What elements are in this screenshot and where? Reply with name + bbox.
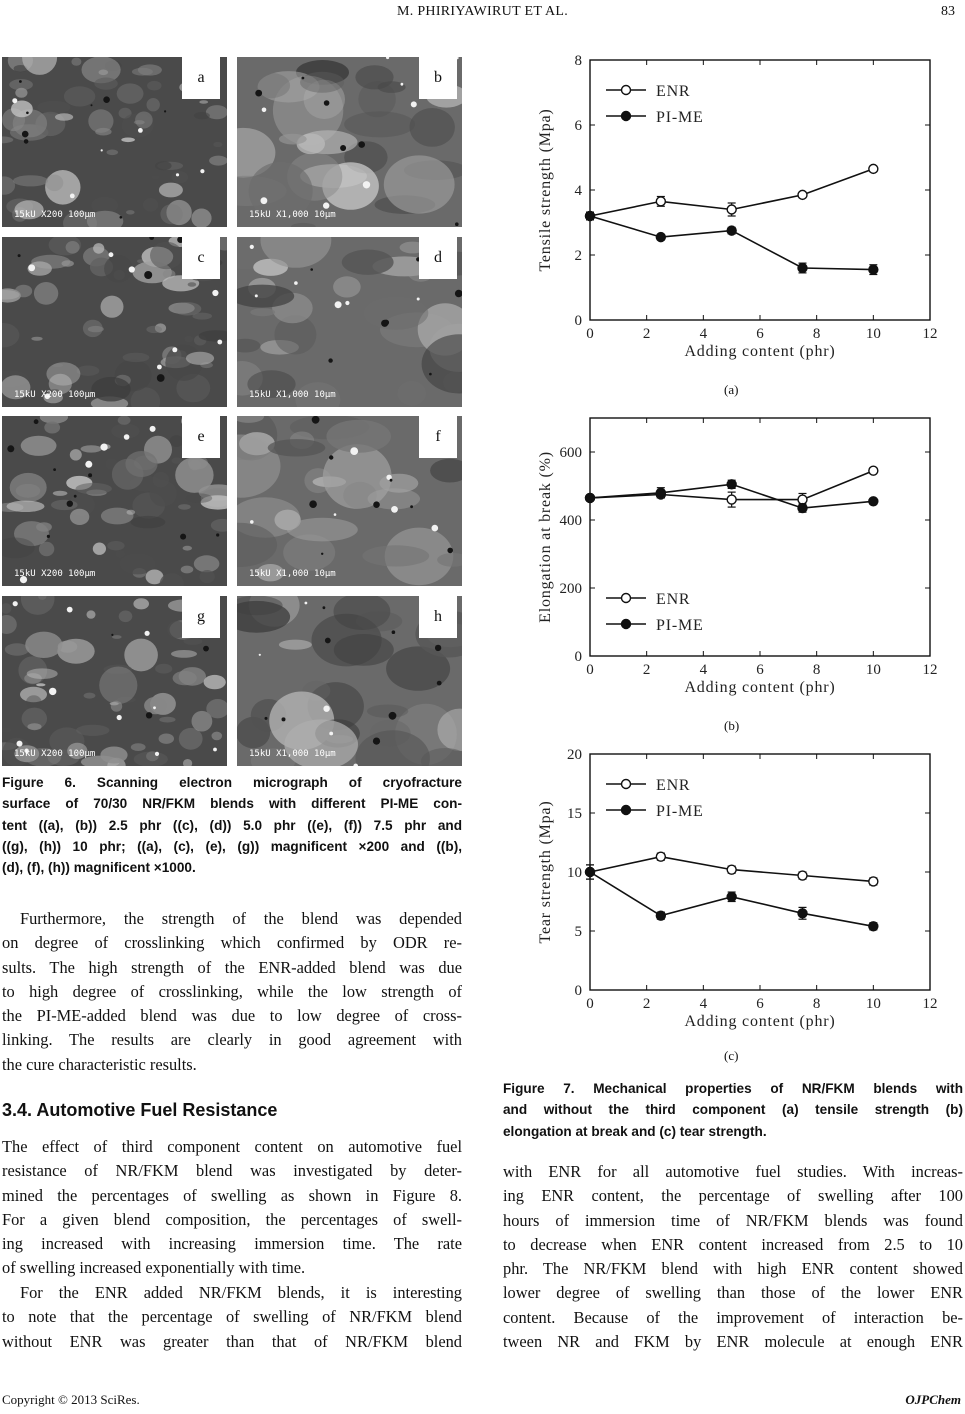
running-head: M. PHIRIYAWIRUT ET AL.: [396, 4, 569, 19]
data-point-pi-me: [727, 892, 736, 901]
elongation-at-break-chart: [530, 410, 940, 710]
caption-line: Figure 7. Mechanical properties of NR/FKM blends with: [503, 1081, 963, 1096]
x-axis-label: Adding content (phr): [684, 1013, 836, 1030]
x-tick-label: 8: [812, 996, 821, 1012]
text-line: on degree of crosslinking which confirmed by ODR re-: [2, 933, 462, 953]
figure-7-caption: [503, 1078, 963, 1142]
y-tick-label: 6: [574, 118, 582, 134]
data-point-pi-me: [727, 480, 736, 489]
panel-label-b: b: [419, 57, 457, 99]
y-axis-label: Elongation at break (%): [537, 451, 554, 623]
text-line: hours of immersion time of NR/FKM blends was found: [503, 1210, 963, 1230]
legend-entry: ENR: [656, 777, 691, 794]
x-tick-label: 0: [586, 326, 594, 342]
legend-entry: PI-ME: [656, 617, 704, 634]
text-line: Furthermore, the strength of the blend was depended: [20, 909, 462, 928]
x-tick-label: 0: [586, 996, 594, 1012]
legend-marker: [622, 86, 631, 95]
text-line: phr. The NR/FKM blend with high ENR content showed: [503, 1259, 963, 1279]
journal-name: OJPChem: [905, 1392, 961, 1407]
data-point-enr: [798, 495, 807, 504]
sem-scale-text: 15kU X1,000 10µm: [249, 749, 336, 759]
text-line: mined the percentages of swelling as shown in Figure 8.: [2, 1185, 462, 1205]
y-axis-label: Tear strength (Mpa): [537, 800, 554, 944]
figure-6-caption: [2, 772, 462, 878]
data-point-enr: [656, 197, 665, 206]
y-axis-label: Tensile strength (Mpa): [537, 108, 554, 272]
y-tick-label: 5: [574, 924, 582, 940]
legend-marker: [622, 806, 631, 815]
x-tick-label: 12: [922, 662, 938, 678]
data-point-enr: [656, 852, 665, 861]
caption-line: surface of 70/30 NR/FKM blends with different PI-ME con-: [2, 796, 462, 812]
tensile-strength-chart: [530, 52, 940, 372]
page-number: 83: [941, 4, 955, 19]
data-point-pi-me: [586, 493, 595, 502]
data-point-enr: [869, 466, 878, 475]
x-tick-label: 8: [812, 326, 821, 342]
data-point-pi-me: [869, 265, 878, 274]
panel-label-d: d: [419, 237, 457, 279]
x-tick-label: 2: [642, 326, 651, 342]
data-point-enr: [727, 205, 736, 214]
sem-scale-text: 15kU X200 100µm: [14, 749, 96, 759]
x-tick-label: 12: [922, 326, 938, 342]
data-point-enr: [798, 190, 807, 199]
x-tick-label: 2: [642, 662, 651, 678]
text-line: For the ENR added NR/FKM blends, it is interesting: [20, 1283, 462, 1302]
y-tick-label: 15: [567, 806, 582, 822]
data-point-pi-me: [798, 264, 807, 273]
legend-entry: PI-ME: [656, 109, 704, 126]
data-point-enr: [727, 865, 736, 874]
legend-marker: [622, 620, 631, 629]
legend-marker: [622, 594, 631, 603]
x-tick-label: 0: [586, 662, 594, 678]
x-tick-label: 6: [756, 996, 764, 1012]
sem-scale-text: 15kU X1,000 10µm: [249, 210, 336, 220]
text-line: For a given blend composition, the percentages of swell-: [2, 1209, 462, 1229]
data-point-pi-me: [727, 226, 736, 235]
copyright: Copyright © 2013 SciRes.: [2, 1392, 140, 1407]
panel-label-c: c: [182, 237, 220, 279]
sem-scale-text: 15kU X1,000 10µm: [249, 390, 336, 400]
x-tick-label: 2: [642, 996, 651, 1012]
x-tick-label: 8: [812, 662, 821, 678]
sem-scale-text: 15kU X200 100µm: [14, 390, 96, 400]
data-point-enr: [869, 877, 878, 886]
panel-label-f: f: [419, 416, 457, 458]
data-point-enr: [869, 164, 878, 173]
text-line: of swelling increased exponentially with time.: [2, 1258, 306, 1278]
data-point-pi-me: [869, 497, 878, 506]
body-paragraph: [2, 907, 462, 1077]
caption-line: (d), (f), (h)) magnificent ×1000.: [2, 860, 196, 876]
x-axis-label: Adding content (phr): [684, 679, 836, 696]
panel-label-h: h: [419, 596, 457, 638]
subfigure-label-b: (b): [724, 718, 740, 733]
data-point-enr: [798, 871, 807, 880]
section-heading: 3.4. Automotive Fuel Resistance: [2, 1100, 278, 1120]
panel-label-a: a: [182, 57, 220, 99]
series-line-pi-me: [590, 216, 873, 270]
caption-line: elongation at break and (c) tear strength.: [503, 1123, 767, 1139]
sem-scale-text: 15kU X1,000 10µm: [249, 569, 336, 579]
sem-scale-text: 15kU X200 100µm: [14, 569, 96, 579]
data-point-pi-me: [586, 212, 595, 221]
data-point-pi-me: [656, 911, 665, 920]
caption-line: Figure 6. Scanning electron micrograph of cryofracture: [2, 775, 462, 790]
y-tick-label: 400: [559, 513, 582, 529]
sem-scale-text: 15kU X200 100µm: [14, 210, 96, 220]
data-point-pi-me: [656, 233, 665, 242]
caption-line: and without the third component (a) tensile strength (b): [503, 1102, 963, 1118]
text-line: to note that the percentage of swelling of NR/FKM blend: [2, 1307, 462, 1327]
x-tick-label: 6: [756, 326, 764, 342]
y-tick-label: 0: [574, 649, 582, 665]
y-tick-label: 0: [574, 313, 582, 329]
text-line: The effect of third component content on automotive fuel: [2, 1137, 462, 1156]
legend-entry: PI-ME: [656, 803, 704, 820]
subfigure-label-c: (c): [724, 1048, 739, 1063]
x-tick-label: 6: [756, 662, 764, 678]
text-line: to high degree of crosslinking, while the low strength of: [2, 981, 462, 1001]
data-point-pi-me: [869, 922, 878, 931]
text-line: to decrease when ENR content increased from 2.5 to 10: [503, 1234, 963, 1254]
body-paragraph: [503, 1160, 963, 1354]
legend-entry: ENR: [656, 83, 691, 100]
legend-entry: ENR: [656, 591, 691, 608]
panel-label-g: g: [182, 596, 220, 638]
y-tick-label: 600: [559, 445, 582, 461]
caption-line: tent ((a), (b)) 2.5 phr ((c), (d)) 5.0 phr ((e), (f)) 7.5 phr and: [2, 817, 462, 833]
y-tick-label: 4: [574, 183, 582, 199]
data-point-pi-me: [586, 868, 595, 877]
text-line: the cure characteristic results.: [2, 1054, 197, 1074]
data-point-pi-me: [798, 504, 807, 513]
subfigure-label-a: (a): [724, 382, 739, 397]
x-axis-label: Adding content (phr): [684, 343, 836, 360]
y-tick-label: 200: [559, 581, 582, 597]
text-line: lower degree of swelling than those of the lower ENR: [503, 1283, 963, 1303]
x-tick-label: 4: [699, 996, 708, 1012]
text-line: sults. The high strength of the ENR-added blend was due: [2, 957, 462, 977]
y-tick-label: 2: [574, 248, 582, 264]
legend-marker: [622, 780, 631, 789]
y-tick-label: 20: [567, 747, 582, 763]
plot-frame: [590, 60, 930, 320]
body-paragraph: [2, 1135, 462, 1281]
y-tick-label: 10: [567, 865, 582, 881]
plot-frame: [590, 418, 930, 656]
caption-line: ((g), (h)) 10 phr; ((a), (c), (e), (g)) magnificent ×200 and ((b),: [2, 838, 462, 854]
text-line: with ENR for all automotive fuel studies. With increas-: [503, 1162, 963, 1181]
x-tick-label: 10: [865, 662, 881, 678]
legend-marker: [622, 112, 631, 121]
x-tick-label: 12: [922, 996, 938, 1012]
text-line: tween NR and FKM by ENR molecule at enough ENR: [503, 1332, 963, 1352]
text-line: ing ENR content, the percentage of swelling after 100: [503, 1186, 963, 1206]
text-line: resistance of NR/FKM blend was investigated by deter-: [2, 1161, 462, 1181]
tear-strength-chart: [530, 744, 940, 1044]
text-line: ing increased with increasing immersion time. The rate: [2, 1234, 462, 1254]
text-line: content. Because of the improvement of interaction be-: [503, 1307, 963, 1327]
data-point-pi-me: [656, 488, 665, 497]
panel-label-e: e: [182, 416, 220, 458]
data-point-enr: [727, 495, 736, 504]
text-line: the PI-ME-added blend was due to low degree of cross-: [2, 1006, 462, 1026]
x-tick-label: 4: [699, 662, 708, 678]
x-tick-label: 4: [699, 326, 708, 342]
x-tick-label: 10: [865, 326, 881, 342]
text-line: without ENR was greater than that of NR/FKM blend: [2, 1331, 462, 1351]
data-point-pi-me: [798, 909, 807, 918]
y-tick-label: 8: [574, 53, 582, 69]
x-tick-label: 10: [865, 996, 881, 1012]
body-paragraph: [2, 1281, 462, 1354]
y-tick-label: 0: [574, 983, 582, 999]
text-line: linking. The results are clearly in good agreement with: [2, 1030, 462, 1050]
